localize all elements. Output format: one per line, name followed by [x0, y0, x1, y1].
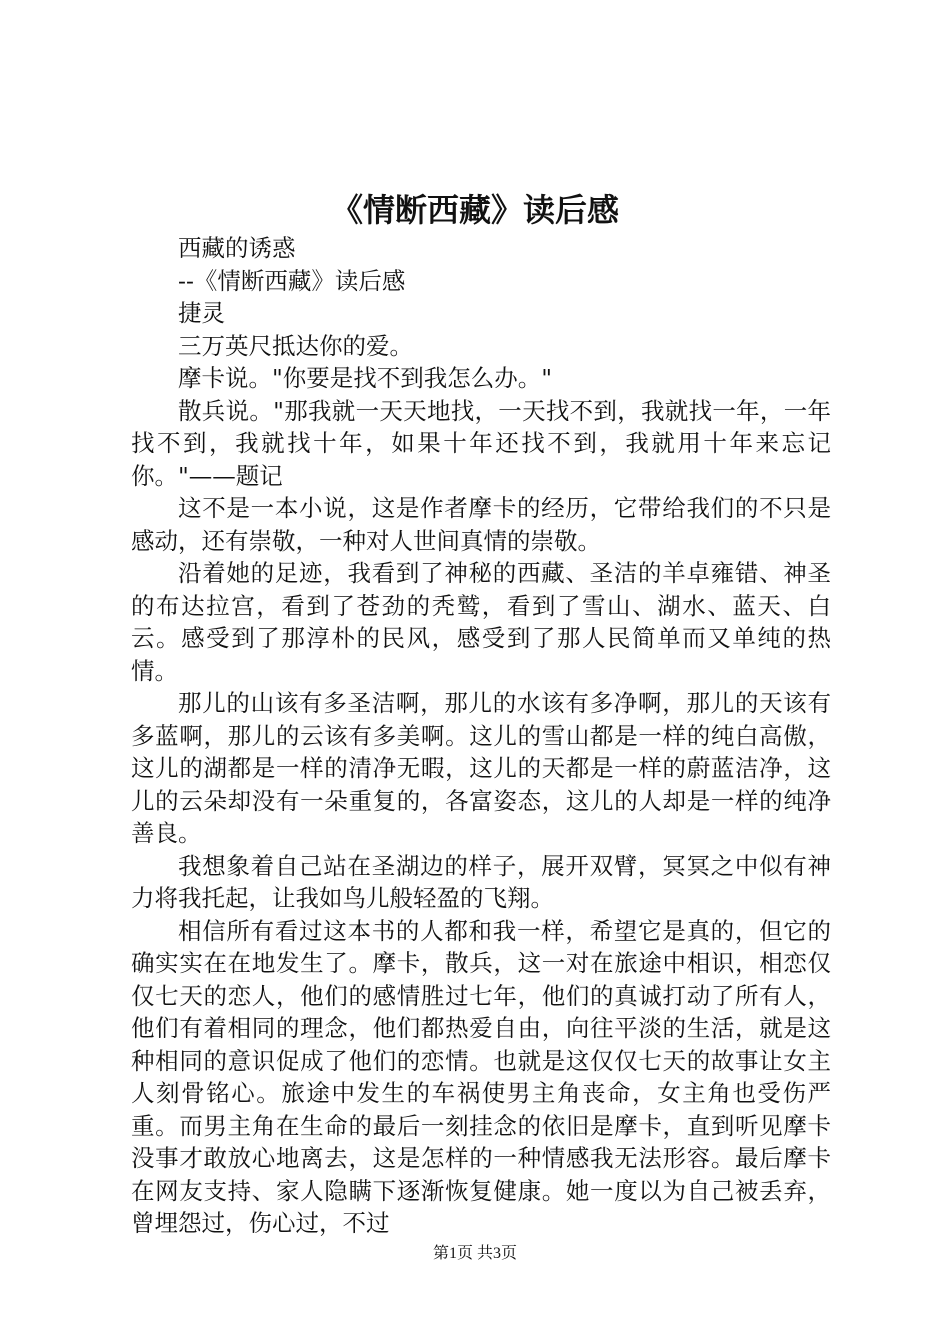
paragraph: 散兵说。"那我就一天天地找，一天找不到，我就找一年，一年找不到，我就找十年，如果十年还找不到，我就用十年来忘记你。"——题记 [131, 396, 831, 490]
document-title: 《情断西藏》读后感 [330, 191, 619, 229]
paragraph-author: 捷灵 [178, 299, 225, 327]
paragraph: 相信所有看过这本书的人都和我一样，希望它是真的，但它的确实实在在地发生了。摩卡，散兵，这一对在旅途中相识，相恋仅仅七天的恋人，他们的感情胜过七年，他们的真诚打动了所有人，他们有着相同的理念，他们都热爱自由，向往平淡的生活，就是这种相同的意识促成了他们的恋情。也就是这仅仅七天的故事让女主人刻骨铭心。旅途中发生的车祸使男主角丧命，女主角也受伤严重。而男主角在生命的最后一刻挂念的依旧是摩卡，直到听见摩卡没事才敢放心地离去，这是怎样的一种情感我无法形容。最后摩卡在网友支持、家人隐瞒下逐渐恢复健康。她一度以为自己被丢弃，曾埋怨过，伤心过，不过 [131, 916, 831, 1237]
paragraph: 那儿的山该有多圣洁啊，那儿的水该有多净啊，那儿的天该有多蓝啊，那儿的云该有多美啊。这儿的雪山都是一样的纯白高傲，这儿的湖都是一样的清净无暇，这儿的天都是一样的蔚蓝洁净，这儿的云朵却没有一朵重复的，各富姿态，这儿的人却是一样的纯净善良。 [131, 689, 831, 847]
paragraph-subtitle-2: --《情断西藏》读后感 [178, 266, 406, 295]
paragraph: 沿着她的足迹，我看到了神秘的西藏、圣洁的羊卓雍错、神圣的布达拉宫，看到了苍劲的秃鹫，看到了雪山、湖水、蓝天、白云。感受到了那淳朴的民风，感受到了那人民简单而又单纯的热情。 [131, 559, 831, 685]
document-body [131, 232, 831, 1240]
paragraph: 这不是一本小说，这是作者摩卡的经历，它带给我们的不只是感动，还有崇敬，一种对人世间真情的崇敬。 [131, 494, 831, 555]
paragraph: 我想象着自己站在圣湖边的样子，展开双臂，冥冥之中似有神力将我托起，让我如鸟儿般轻盈的飞翔。 [131, 851, 831, 912]
page-number-footer: 第1页 共3页 [432, 1245, 517, 1262]
paragraph-subtitle: 西藏的诱惑 [178, 234, 296, 262]
paragraph: 三万英尺抵达你的爱。 [178, 331, 413, 360]
paragraph: 摩卡说。"你要是找不到我怎么办。" [178, 364, 553, 392]
